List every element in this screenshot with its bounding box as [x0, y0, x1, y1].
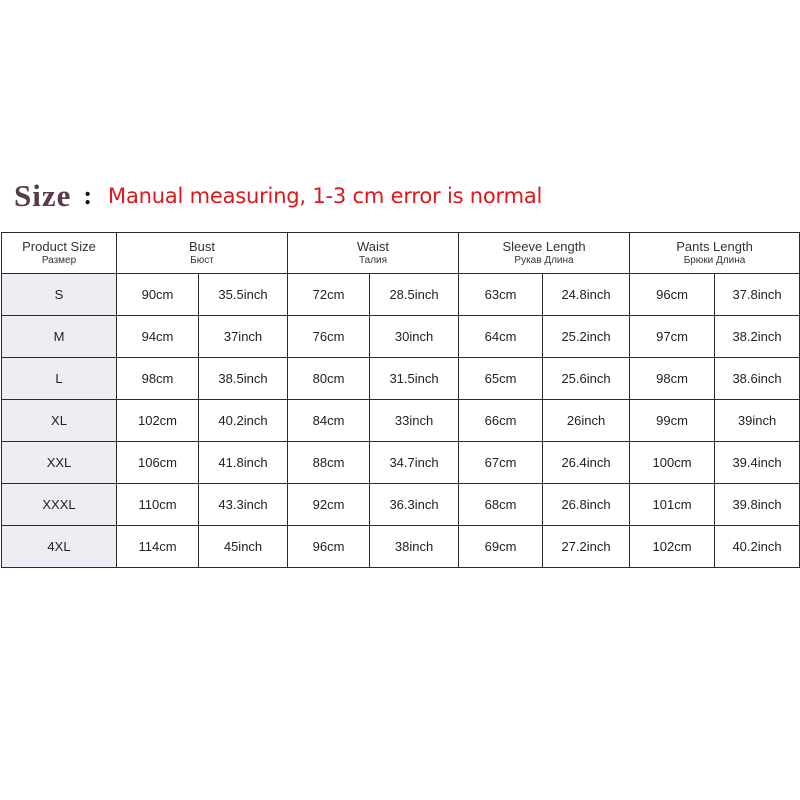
inch-value-cell: 24.8inch [543, 274, 630, 316]
inch-value-cell: 37.8inch [715, 274, 800, 316]
header-sublabel: Бюст [190, 255, 214, 267]
inch-value-cell: 45inch [199, 526, 288, 568]
title-colon: : [83, 181, 93, 210]
header-sublabel: Размер [41, 255, 77, 267]
inch-value-cell: 35.5inch [199, 274, 288, 316]
inch-value-cell: 27.2inch [543, 526, 630, 568]
inch-value-cell: 26.4inch [543, 442, 630, 484]
cm-value-cell: 69cm [459, 526, 543, 568]
inch-value-cell: 38.6inch [715, 358, 800, 400]
cm-value-cell: 101cm [630, 484, 715, 526]
cm-value-cell: 96cm [630, 274, 715, 316]
inch-value-cell: 33inch [370, 400, 459, 442]
header-sublabel: Талия [358, 255, 388, 267]
header-sublabel: Рукав Длина [514, 255, 574, 267]
size-cell: XXXL [2, 484, 117, 526]
inch-value-cell: 41.8inch [199, 442, 288, 484]
cm-value-cell: 98cm [117, 358, 199, 400]
cm-value-cell: 80cm [288, 358, 370, 400]
header-waist [288, 233, 459, 274]
inch-value-cell: 38.5inch [199, 358, 288, 400]
header-product-size [2, 233, 117, 274]
table-row [2, 358, 800, 400]
table-row [2, 400, 800, 442]
cm-value-cell: 68cm [459, 484, 543, 526]
cm-value-cell: 76cm [288, 316, 370, 358]
header-label: Pants Length [676, 238, 753, 254]
cm-value-cell: 98cm [630, 358, 715, 400]
header-label: Waist [357, 238, 390, 254]
size-cell: S [2, 274, 117, 316]
cm-value-cell: 72cm [288, 274, 370, 316]
table-row [2, 484, 800, 526]
inch-value-cell: 28.5inch [370, 274, 459, 316]
inch-value-cell: 36.3inch [370, 484, 459, 526]
table-row [2, 274, 800, 316]
cm-value-cell: 96cm [288, 526, 370, 568]
cm-value-cell: 88cm [288, 442, 370, 484]
inch-value-cell: 26.8inch [543, 484, 630, 526]
cm-value-cell: 90cm [117, 274, 199, 316]
inch-value-cell: 30inch [370, 316, 459, 358]
inch-value-cell: 26inch [543, 400, 630, 442]
header-row [2, 233, 800, 274]
header-label: Bust [189, 238, 216, 254]
header-sleeve-length [459, 233, 630, 274]
cm-value-cell: 99cm [630, 400, 715, 442]
table-row [2, 442, 800, 484]
measuring-note: Manual measuring, 1-3 cm error is normal [108, 184, 543, 208]
size-cell: XL [2, 400, 117, 442]
inch-value-cell: 43.3inch [199, 484, 288, 526]
size-cell: XXL [2, 442, 117, 484]
inch-value-cell: 38inch [370, 526, 459, 568]
cm-value-cell: 102cm [630, 526, 715, 568]
cm-value-cell: 94cm [117, 316, 199, 358]
inch-value-cell: 39inch [715, 400, 800, 442]
cm-value-cell: 92cm [288, 484, 370, 526]
inch-value-cell: 40.2inch [199, 400, 288, 442]
cm-value-cell: 64cm [459, 316, 543, 358]
inch-value-cell: 39.8inch [715, 484, 800, 526]
cm-value-cell: 66cm [459, 400, 543, 442]
cm-value-cell: 84cm [288, 400, 370, 442]
cm-value-cell: 110cm [117, 484, 199, 526]
header-sublabel: Брюки Длина [683, 255, 746, 267]
inch-value-cell: 37inch [199, 316, 288, 358]
size-cell: 4XL [2, 526, 117, 568]
cm-value-cell: 106cm [117, 442, 199, 484]
header-label: Sleeve Length [502, 238, 586, 254]
cm-value-cell: 65cm [459, 358, 543, 400]
table-row [2, 316, 800, 358]
cm-value-cell: 102cm [117, 400, 199, 442]
cm-value-cell: 63cm [459, 274, 543, 316]
header-label: Product Size [22, 238, 96, 254]
size-cell: M [2, 316, 117, 358]
table-body [2, 274, 800, 568]
header-bust [117, 233, 288, 274]
size-heading [14, 176, 794, 216]
cm-value-cell: 100cm [630, 442, 715, 484]
table-row [2, 526, 800, 568]
size-cell: L [2, 358, 117, 400]
header-pants-length [630, 233, 800, 274]
inch-value-cell: 25.6inch [543, 358, 630, 400]
inch-value-cell: 34.7inch [370, 442, 459, 484]
size-title: Size [14, 178, 72, 213]
inch-value-cell: 38.2inch [715, 316, 800, 358]
inch-value-cell: 25.2inch [543, 316, 630, 358]
cm-value-cell: 67cm [459, 442, 543, 484]
cm-value-cell: 114cm [117, 526, 199, 568]
cm-value-cell: 97cm [630, 316, 715, 358]
inch-value-cell: 39.4inch [715, 442, 800, 484]
inch-value-cell: 40.2inch [715, 526, 800, 568]
size-chart-table [1, 232, 800, 568]
inch-value-cell: 31.5inch [370, 358, 459, 400]
